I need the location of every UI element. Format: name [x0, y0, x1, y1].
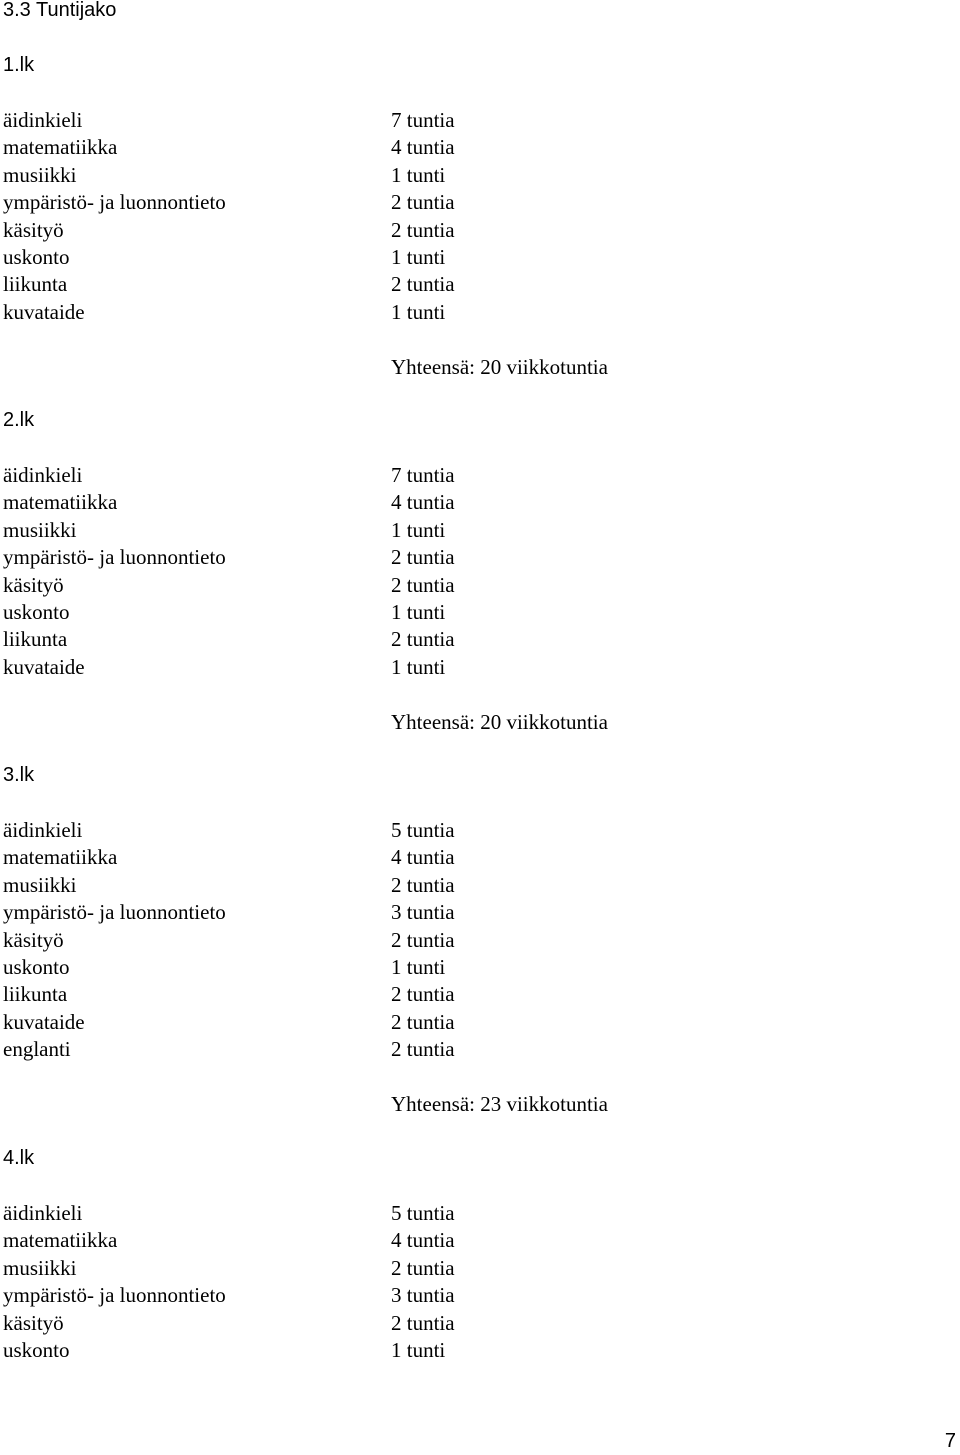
page-number: 7: [944, 1430, 956, 1452]
grade-label: 4.lk: [3, 1147, 35, 1169]
subject-name: liikunta: [3, 272, 68, 297]
subject-hours: 3 tuntia: [391, 900, 455, 925]
table-row: [0, 162, 700, 189]
subject-hours: 1 tunti: [391, 600, 446, 624]
subject-hours: 1 tunti: [391, 955, 446, 979]
table-row: [0, 981, 700, 1008]
table-row: [0, 599, 700, 626]
subject-name: matematiikka: [3, 1228, 118, 1253]
weekly-total: Yhteensä: 20 viikkotuntia: [391, 354, 608, 379]
subject-hours: 5 tuntia: [391, 1201, 455, 1225]
table-row: [0, 544, 700, 571]
table-row: [0, 899, 700, 926]
table-row: [0, 954, 700, 981]
subject-name: musiikki: [3, 517, 77, 542]
subject-hours: 2 tuntia: [391, 545, 455, 570]
subject-name: käsityö: [3, 572, 64, 597]
table-row: [0, 1227, 700, 1254]
table-row: [0, 1337, 700, 1364]
subject-name: uskonto: [3, 245, 70, 269]
subject-name: matematiikka: [3, 845, 118, 870]
subject-name: ympäristö- ja luonnontieto: [3, 1283, 226, 1308]
subject-hours: 2 tuntia: [391, 1310, 455, 1335]
subject-hours: 1 tunti: [391, 517, 446, 542]
subject-name: musiikki: [3, 162, 77, 187]
table-row: [0, 872, 700, 899]
table-row: [0, 817, 700, 844]
subject-name: ympäristö- ja luonnontieto: [3, 900, 226, 925]
subject-hours: 2 tuntia: [391, 1037, 455, 1062]
subject-hours: 2 tuntia: [391, 1009, 455, 1034]
subject-hours: 5 tuntia: [391, 818, 455, 842]
subject-hours: 2 tuntia: [391, 217, 455, 242]
table-row: [0, 271, 700, 298]
subject-hours: 3 tuntia: [391, 1283, 455, 1308]
subject-hours: 4 tuntia: [391, 135, 455, 160]
subject-hours: 2 tuntia: [391, 982, 455, 1007]
subject-hours: 4 tuntia: [391, 1228, 455, 1253]
subject-name: äidinkieli: [3, 108, 83, 132]
table-row: [0, 134, 700, 161]
table-row: [0, 844, 700, 871]
subject-hours: 2 tuntia: [391, 1255, 455, 1280]
subject-name: uskonto: [3, 955, 70, 979]
subject-hours: 2 tuntia: [391, 572, 455, 597]
table-row: [0, 217, 700, 244]
subject-hours: 2 tuntia: [391, 190, 455, 215]
table-row: [0, 626, 700, 653]
table-row: [0, 1200, 700, 1227]
table-row: [0, 299, 700, 326]
page-title: 3.3 Tuntijako: [3, 0, 117, 21]
subject-name: liikunta: [3, 627, 68, 652]
table-row: [0, 927, 700, 954]
grade-label: 1.lk: [3, 54, 35, 76]
subject-name: ympäristö- ja luonnontieto: [3, 545, 226, 570]
table-row: [0, 244, 700, 271]
subject-hours: 4 tuntia: [391, 845, 455, 870]
subject-name: kuvataide: [3, 1009, 85, 1034]
subject-hours: 2 tuntia: [391, 627, 455, 652]
subject-name: musiikki: [3, 1255, 77, 1280]
grade-label: 2.lk: [3, 409, 35, 431]
subject-hours: 2 tuntia: [391, 927, 455, 952]
subject-name: käsityö: [3, 927, 64, 952]
subject-hours: 4 tuntia: [391, 490, 455, 515]
table-row: [0, 489, 700, 516]
grade-label: 3.lk: [3, 764, 35, 786]
subject-name: matematiikka: [3, 135, 118, 160]
subject-hours: 7 tuntia: [391, 108, 455, 132]
subject-hours: 1 tunti: [391, 162, 446, 187]
subject-name: ympäristö- ja luonnontieto: [3, 190, 226, 215]
subject-hours: 1 tunti: [391, 654, 446, 679]
weekly-total: Yhteensä: 20 viikkotuntia: [391, 709, 608, 734]
subject-name: uskonto: [3, 600, 70, 624]
table-row: [0, 462, 700, 489]
subject-hours: 1 tunti: [391, 245, 446, 269]
table-row: [0, 107, 700, 134]
subject-hours: 2 tuntia: [391, 872, 455, 897]
subject-hours: 2 tuntia: [391, 272, 455, 297]
subject-name: äidinkieli: [3, 1201, 83, 1225]
subject-name: käsityö: [3, 1310, 64, 1335]
weekly-total: Yhteensä: 23 viikkotuntia: [391, 1092, 608, 1116]
table-row: [0, 572, 700, 599]
subject-name: musiikki: [3, 872, 77, 897]
subject-name: liikunta: [3, 982, 68, 1007]
table-row: [0, 1009, 700, 1036]
table-row: [0, 1310, 700, 1337]
subject-hours: 1 tunti: [391, 299, 446, 324]
subject-name: äidinkieli: [3, 818, 83, 842]
subject-name: uskonto: [3, 1338, 70, 1362]
subject-name: matematiikka: [3, 490, 118, 515]
subject-name: käsityö: [3, 217, 64, 242]
table-row: [0, 517, 700, 544]
table-row: [0, 654, 700, 681]
subject-name: kuvataide: [3, 654, 85, 679]
table-row: [0, 1036, 700, 1063]
table-row: [0, 1255, 700, 1282]
subject-hours: 7 tuntia: [391, 463, 455, 487]
subject-name: kuvataide: [3, 299, 85, 324]
subject-hours: 1 tunti: [391, 1338, 446, 1362]
subject-name: äidinkieli: [3, 463, 83, 487]
subject-name: englanti: [3, 1037, 71, 1062]
table-row: [0, 1282, 700, 1309]
table-row: [0, 189, 700, 216]
